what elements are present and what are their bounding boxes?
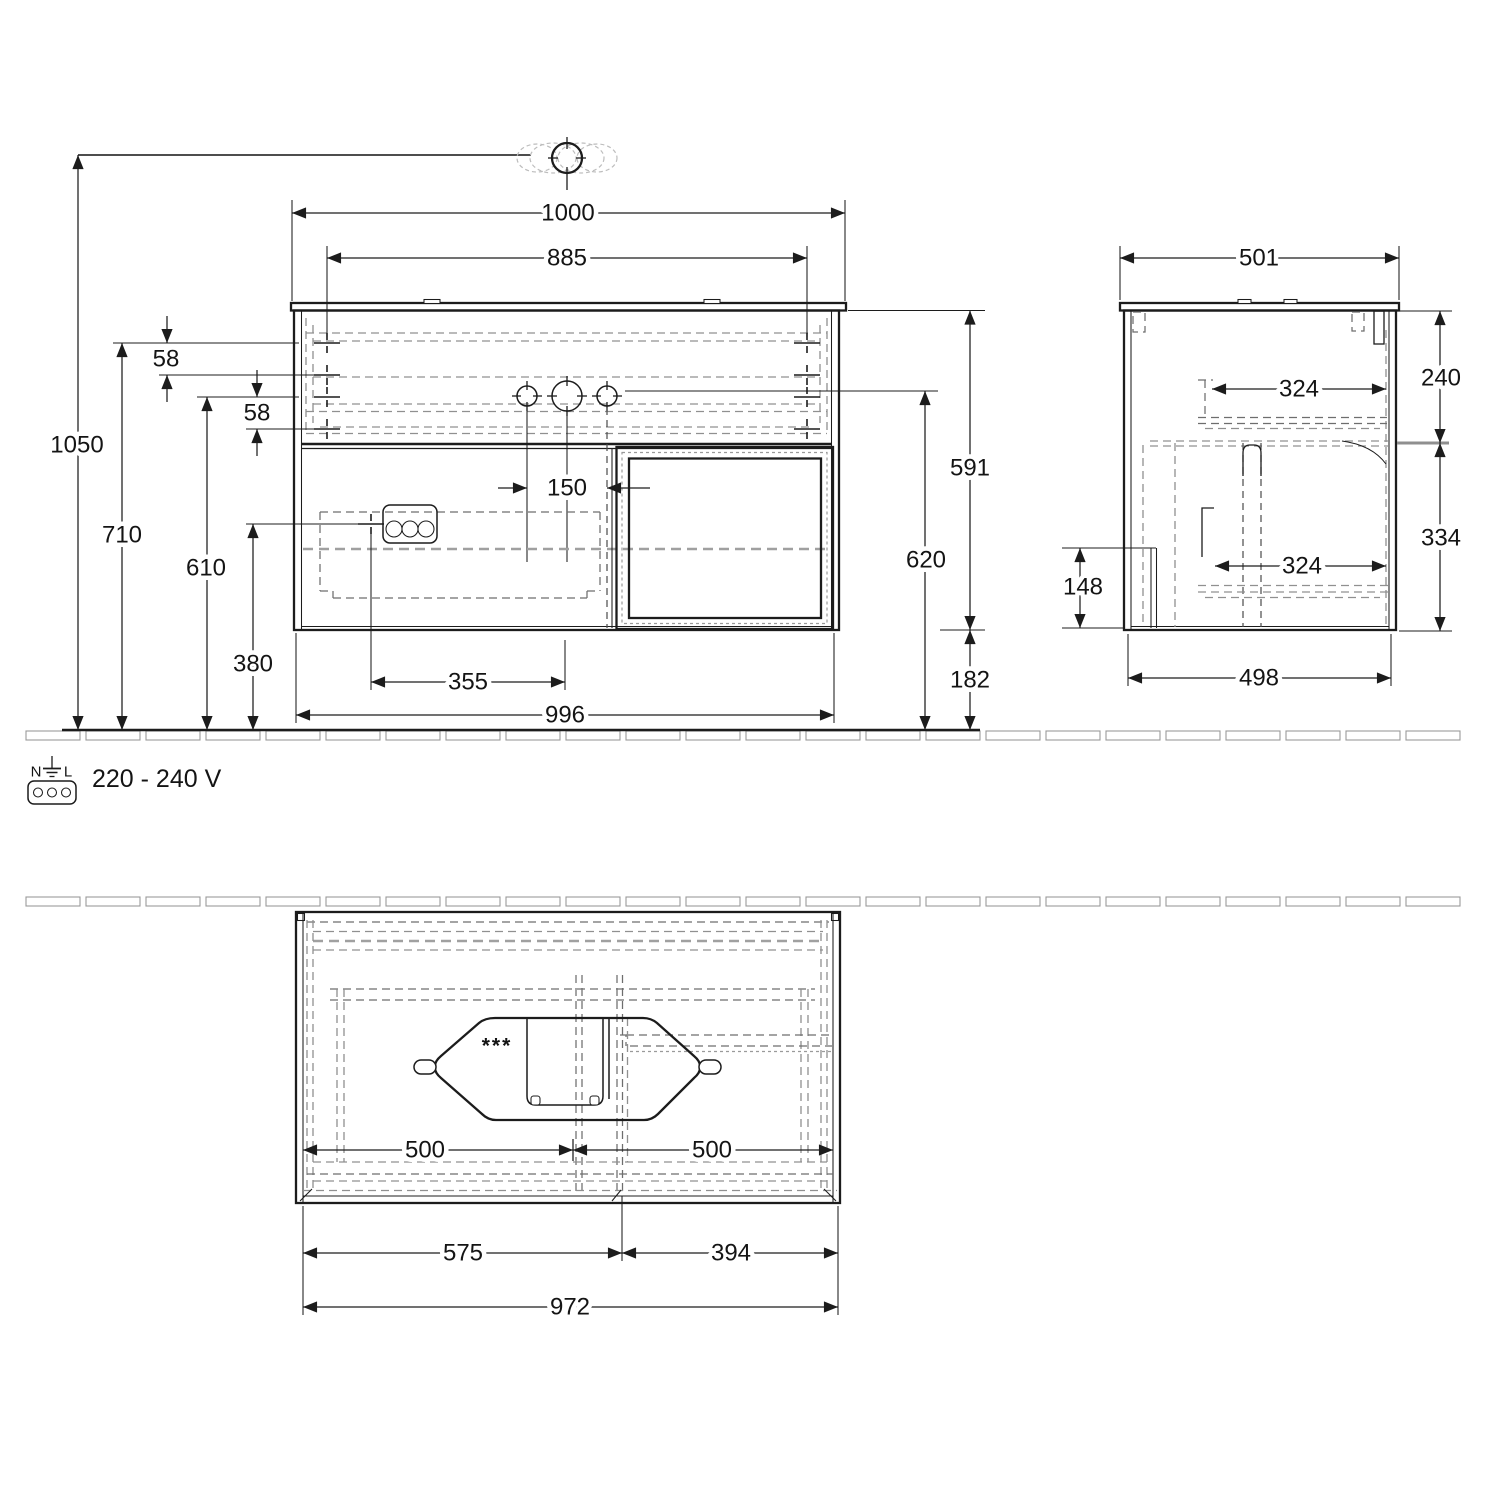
dim-socket-offset bbox=[371, 640, 565, 696]
terminal-n-label: N bbox=[30, 763, 42, 781]
plan-hidden-lines bbox=[300, 920, 837, 1201]
faucet-hole-icons bbox=[512, 376, 622, 416]
dim-upper-section-height bbox=[1400, 311, 1461, 443]
socket-plug-icon bbox=[28, 781, 76, 804]
wall-hatch-pattern bbox=[26, 897, 1460, 906]
faucet-hole-left bbox=[512, 381, 542, 411]
dim-label-498: 498 bbox=[1238, 664, 1280, 692]
power-socket-icon bbox=[246, 505, 437, 690]
electrical-connection-symbol bbox=[28, 756, 222, 804]
dim-label-334: 334 bbox=[1420, 524, 1462, 552]
dim-upper-rail-depth bbox=[1212, 376, 1386, 403]
dim-label-996: 996 bbox=[544, 701, 586, 729]
dim-basin-centers bbox=[303, 1137, 833, 1164]
dim-label-1000: 1000 bbox=[541, 199, 595, 227]
dim-label-148: 148 bbox=[1062, 573, 1104, 601]
dim-label-355: 355 bbox=[447, 668, 489, 696]
side-view bbox=[1120, 300, 1449, 631]
dim-outlet-height bbox=[906, 391, 946, 730]
dim-label-972: 972 bbox=[549, 1293, 591, 1321]
plan-outline bbox=[296, 912, 840, 1203]
dim-height-socket bbox=[233, 524, 273, 730]
basin-cutout bbox=[414, 1018, 721, 1120]
dim-label-710: 710 bbox=[101, 521, 143, 549]
plan-dimensions bbox=[303, 1137, 838, 1321]
dim-label-240: 240 bbox=[1420, 364, 1462, 392]
ground-icon bbox=[43, 756, 61, 777]
dim-label-500-right: 500 bbox=[691, 1136, 733, 1164]
dim-label-885: 885 bbox=[546, 244, 588, 272]
dim-label-182: 182 bbox=[949, 666, 991, 694]
dim-carcass-height bbox=[848, 311, 990, 631]
basin-note-label: *** bbox=[481, 1034, 513, 1058]
dim-label-591: 591 bbox=[949, 454, 991, 482]
dim-body-depth bbox=[1128, 634, 1391, 692]
dim-rear-offset bbox=[1062, 548, 1156, 628]
dim-height-faucet bbox=[186, 397, 299, 730]
dim-depth-overall bbox=[1120, 245, 1399, 301]
crosshair-marks-right bbox=[794, 333, 820, 439]
dim-plan-sections bbox=[303, 1196, 838, 1321]
drain-channel bbox=[527, 1018, 603, 1105]
dim-bottom-clearance bbox=[950, 630, 990, 730]
dim-label-150: 150 bbox=[546, 474, 588, 502]
dim-label-324-lower: 324 bbox=[1281, 552, 1323, 580]
dim-label-58b: 58 bbox=[243, 399, 271, 427]
dim-label-324-upper: 324 bbox=[1278, 375, 1320, 403]
front-dimensions bbox=[50, 155, 990, 730]
front-view bbox=[243, 300, 938, 691]
dim-label-610: 610 bbox=[185, 554, 227, 582]
dim-height-total bbox=[50, 155, 103, 730]
faucet-hole-center bbox=[547, 376, 587, 416]
floor-hatch-pattern bbox=[26, 731, 1460, 740]
dim-label-500-left: 500 bbox=[404, 1136, 446, 1164]
dim-label-1050: 1050 bbox=[50, 431, 104, 459]
dim-mounting-width bbox=[327, 245, 807, 338]
dim-label-380: 380 bbox=[232, 650, 274, 678]
terminal-l-label: L bbox=[63, 763, 73, 781]
dim-lower-rail-depth bbox=[1215, 553, 1386, 580]
faucet-hole-right bbox=[592, 381, 622, 411]
front-open-shelf bbox=[612, 447, 833, 629]
plan-view bbox=[296, 912, 840, 1203]
dim-label-394: 394 bbox=[710, 1239, 752, 1267]
dim-label-501: 501 bbox=[1238, 244, 1280, 272]
dim-label-58a: 58 bbox=[152, 345, 180, 373]
side-carcass bbox=[1124, 311, 1396, 631]
crosshair-marks-left bbox=[314, 333, 340, 439]
dim-label-575: 575 bbox=[442, 1239, 484, 1267]
faucet-icon bbox=[517, 137, 617, 190]
dim-label-620: 620 bbox=[905, 546, 947, 574]
voltage-label: 220 - 240 V bbox=[92, 765, 222, 793]
dim-faucet-hole-spacing bbox=[498, 475, 650, 502]
side-hidden-lines bbox=[1133, 311, 1388, 628]
dim-lower-section-height bbox=[1399, 443, 1461, 631]
